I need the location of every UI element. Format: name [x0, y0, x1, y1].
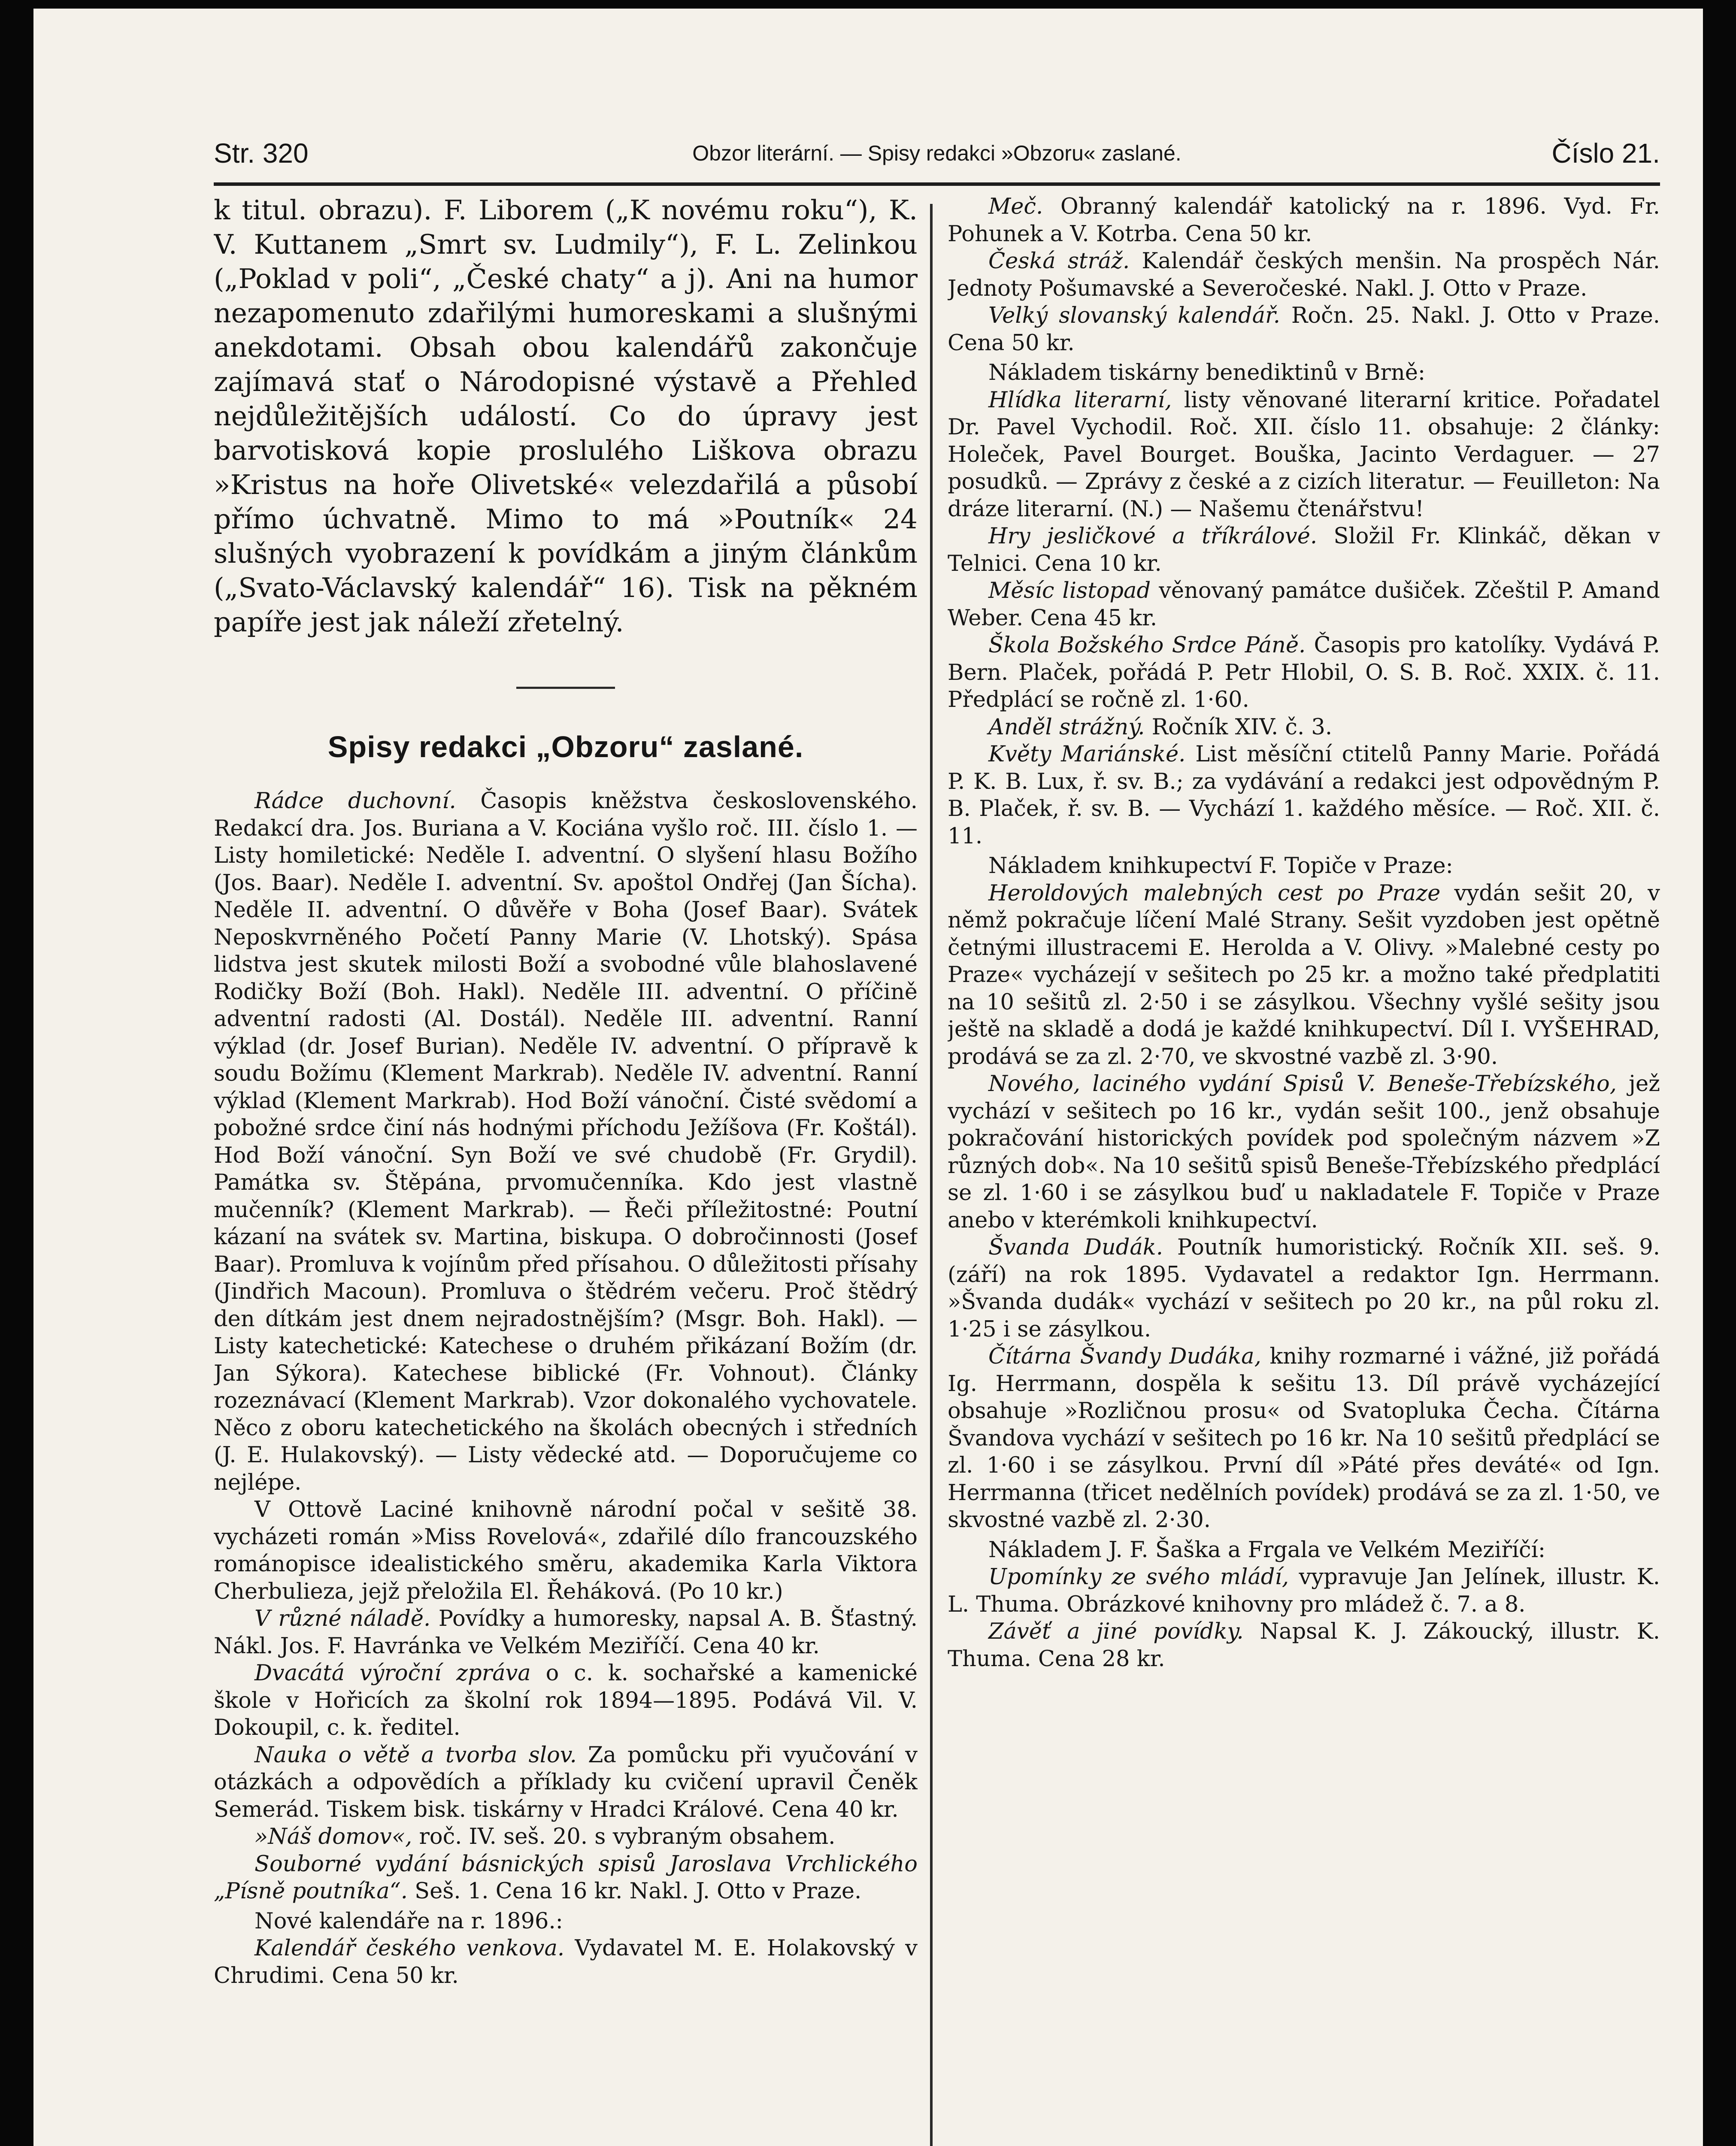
entry — [214, 1605, 918, 1660]
entry-text: vypravuje Jan Jelínek, illustr. K. L. Thuma. Obrázkové knihovny pro mládež č. 7. a 8. — [948, 1564, 1660, 1617]
entry — [214, 1851, 918, 1905]
entry — [948, 302, 1660, 357]
header-rule — [214, 182, 1660, 186]
entries-group-4 — [948, 1564, 1660, 1673]
entry-title: Nauka o větě a tvorba slov. — [254, 1742, 577, 1768]
intro-paragraph: k titul. obrazu). F. Liborem („K novému roku“), K. V. Kuttanem „Smrt sv. Ludmily“), F. L. Zelinkou („Poklad v poli“, „České chaty“ a j). Ani na humor nezapomenuto zdařilými humoreskami a slušnými anekdotami. Obsah obou kalendářů zakončuje zajímavá stať o Národopisné výstavě a Přehled nejdůležitějších událostí. Co do úpravy jest barvotisková kopie proslulého Liškova obrazu »Kristus na hoře Olivetské« velezdařilá a působí přímo úchvatně. Mimo to má »Poutník« 24 slušných vyobrazení k povídkám a jiným článkům („Svato-Václavský kalendář“ 16). Tisk na pěkném papíře jest jak náleží zřetelný. — [214, 194, 918, 638]
entry-text: o c. k. sochařské a kamenické škole v Hořicích za školní rok 1894—1895. Podává Vil. V. Dokoupil, c. k. ředitel. — [214, 1661, 918, 1740]
entry-title: Dvacátá výroční zpráva — [254, 1661, 531, 1686]
entry-text: roč. IV. seš. 20. s vybraným obsahem. — [419, 1824, 836, 1849]
entry-title: V různé náladě. — [254, 1606, 431, 1631]
entry-title: Hlídka literarní, — [988, 387, 1172, 413]
entry-text: věnovaný památce dušiček. Zčeštil P. Amand Weber. Cena 45 kr. — [948, 578, 1660, 631]
entry — [948, 387, 1660, 523]
right-column — [948, 193, 1660, 2146]
entry — [948, 1564, 1660, 1618]
entry-text: Složil Fr. Klinkáč, děkan v Telnici. Cena 10 kr. — [948, 524, 1660, 576]
entry — [948, 523, 1660, 577]
entry — [948, 1234, 1660, 1343]
entry-title: Škola Božského Srdce Páně. — [988, 633, 1306, 658]
entry-title: Květy Mariánské. — [988, 742, 1186, 767]
left-column — [214, 193, 918, 2146]
column-divider — [930, 204, 933, 2146]
entry-text: Časopis kněžstva československého. Redakcí dra. Jos. Buriana a V. Kociána vyšlo roč. III. číslo 1. — Listy homiletické: Neděle I. adventní. O slyšení hlasu Božího (Jos. Baar). Neděle I. adventní. Sv. apoštol Ondřej (Jan Šícha). Neděle II. adventní. O důvěře v Boha (Josef Baar). Svátek Neposkvrněného Početí Panny Marie (V. Lhotský). Spása lidstva jest skutek milosti Boží a svobodné vůle blahoslavené Rodičky Boží (Boh. Hakl). Neděle III. adventní. O příčině adventní radosti (Al. Dostál). Neděle III. adventní. Ranní výklad (dr. Josef Burian). Neděle IV. adventní. O přípravě k soudu Božímu (Klement Markrab). Neděle IV. adventní. Ranní výklad (Klement Markrab). Hod Boží vánoční. Čisté svědomí a pobožné srdce činí nás hodnými příchodu Ježíšova (Fr. Koštál). Hod Boží vánoční. Syn Boží ve své chudobě (Fr. Grydil). Památka sv. Štěpána, prvomučenníka. Kdo jest vlastně mučenník? (Klement Markrab). — Řeči příležitostné: Poutní kázaní na svátek sv. Martina, biskupa. O dobročinnosti (Josef Baar). Promluva k vojínům před přísahou. O důležitosti přísahy (Jindřich Macoun). Promluva o štědrém večeru. Proč štědrý den dítkám jest dnem nejradostnějším? (Msgr. Boh. Hakl). — Listy katechetické: Katechese o druhém přikázaní Božím (dr. Jan Sýkora). Katechese biblické (Fr. Vohnout). Články rozeznávací (Klement Markrab). Vzor dokonalého vychovatele. Něco z oboru katechetického na školách obecných i středních (J. E. Hulakovský). — Listy vědecké atd. — Doporučujeme co nejlépe. — [214, 788, 918, 1495]
section-title: Spisy redakci „Obzoru“ zaslané. — [327, 730, 804, 764]
entry-title: Nového, laciného vydání Spisů V. Beneše-Třebízského, — [988, 1071, 1617, 1097]
entry — [948, 1070, 1660, 1234]
entry-text: Povídky a humoresky, napsal A. B. Šťastný. Nákl. Jos. F. Havránka ve Velkém Meziříčí. Cena 40 kr. — [214, 1606, 918, 1659]
entry-text: Seš. 1. Cena 16 kr. Nakl. J. Otto v Praze. — [415, 1879, 862, 1904]
entry-text: List měsíční ctitelů Panny Marie. Pořádá P. K. B. Lux, ř. sv. B.; za vydávání a redakci jest odpovědným P. B. Plaček, ř. sv. B. — Vychází 1. každého měsíce. — Roč. XII. č. 11. — [948, 742, 1660, 849]
entry-title: Meč. — [988, 194, 1043, 219]
entry-text: knihy rozmarné i vážné, již pořádá Ig. Herrmann, dospěla k sešitu 13. Díl právě vycházející obsahuje »Rozličnou prosu« od Svatopluka Čecha. Čítárna Švandova vychází v sešitech po 16 kr. Na 10 sešitů předplácí se zl. 1·60 i se zásylkou. První díl »Páté přes deváté« od Ign. Herrmanna (třicet nedělních povídek) prodává se za zl. 1·50, ve skvostné vazbě zl. 2·30. — [948, 1344, 1660, 1533]
sasek-subhead: Nákladem J. F. Šaška a Frgala ve Velkém Meziříčí: — [988, 1537, 1546, 1563]
entry — [214, 1742, 918, 1824]
page-header — [214, 137, 1660, 185]
entry-text: Za pomůcku při vyučování v otázkách a odpovědích a příklady ku cvičení upravil Čeněk Semerád. Tiskem bisk. tiskárny v Hradci Králové. Cena 40 kr. — [214, 1742, 918, 1822]
calendars-subhead: Nové kalendáře na r. 1896.: — [254, 1908, 563, 1934]
issue-number: Číslo 21. — [1551, 138, 1660, 169]
entry — [214, 1496, 918, 1605]
section-separator — [516, 687, 615, 689]
entry-text: Poutník humoristický. Ročník XII. seš. 9. (září) na rok 1895. Vydavatel a redaktor Ign. Herrmann. »Švanda dudák« vychází v sešitech po 20 kr., na půl roku zl. 1·25 i se zásylkou. — [948, 1235, 1660, 1342]
entry — [948, 714, 1660, 741]
entry-text: vydán sešit 20, v němž pokračuje líčení Malé Strany. Sešit vyzdoben jest opětně četnými illustracemi E. Herolda a V. Olivy. »Malebné cesty po Praze« vycházejí v sešitech po 25 kr. a možno také předplatiti na 10 sešitů zl. 2·50 i se zásylkou. Všechny vyšlé sešity jsou ještě na skladě a dodá je každé knihkupectví. Díl I. VYŠEHRAD, prodává se za zl. 2·70, ve skvostné vazbě zl. 3·90. — [948, 880, 1660, 1070]
entries-group-3 — [948, 880, 1660, 1534]
entry — [214, 1660, 918, 1742]
entry-title: Souborné vydání básnických spisů Jaroslava Vrchlického „Písně poutníka“. — [214, 1851, 918, 1904]
entries-group-2 — [948, 387, 1660, 850]
entry-text: Vydavatel M. E. Holakovský v Chrudimi. Cena 50 kr. — [214, 1936, 918, 1988]
entries-group-1 — [948, 193, 1660, 357]
entry — [948, 741, 1660, 850]
entry-title: Hry jesličkové a tříkrálové. — [988, 524, 1318, 549]
entry-text: Obranný kalendář katolický na r. 1896. Vyd. Fr. Pohunek a V. Kotrba. Cena 50 kr. — [948, 194, 1660, 247]
entry — [948, 1343, 1660, 1534]
entry-title: Měsíc listopad — [988, 578, 1151, 603]
entry-title: Čítárna Švandy Dudáka, — [988, 1344, 1261, 1369]
entry-title: Česká stráž. — [988, 249, 1130, 274]
entry — [214, 788, 918, 1496]
entry-title: Kalendář českého venkova. — [254, 1936, 565, 1961]
entry-title: Švanda Dudák. — [988, 1235, 1163, 1260]
entry — [948, 248, 1660, 302]
entry-text: Časopis pro katolíky. Vydává P. Bern. Plaček, pořádá P. Petr Hlobil, O. S. B. Roč. XXIX. č. 11. Předplácí se ročně zl. 1·60. — [948, 633, 1660, 712]
entry-title: »Náš domov«, — [254, 1824, 412, 1849]
entry-title: Anděl strážný. — [988, 714, 1145, 740]
entry — [948, 577, 1660, 632]
entry — [948, 880, 1660, 1071]
entry-text: Ročn. 25. Nakl. J. Otto v Praze. Cena 50 kr. — [948, 303, 1660, 356]
entry-title: Rádce duchovní. — [254, 788, 456, 814]
brno-subhead: Nákladem tiskárny benediktinů v Brně: — [988, 360, 1426, 385]
left-entries — [214, 788, 918, 1905]
entry-text: jež vychází v sešitech po 16 kr., vydán sešit 100., jenž obsahuje pokračování historických povídek pod společným názvem »Z různých dob«. Na 10 sešitů spisů Beneše-Třebízského předplácí se zl. 1·60 i se zásylkou buď u nakladatele F. Topiče v Praze anebo v kterémkoli knihkupectví. — [948, 1071, 1660, 1233]
entry-text: Kalendář českých menšin. Na prospěch Nár. Jednoty Pošumavské a Severočeské. Nakl. J. Otto v Praze. — [948, 249, 1660, 301]
entry-text: Ročník XIV. č. 3. — [1151, 714, 1333, 740]
entry-title: Heroldových malebných cest po Praze — [988, 880, 1441, 906]
page-number: Str. 320 — [214, 138, 309, 169]
entry-text: listy věnované literarní kritice. Pořadatel Dr. Pavel Vychodil. Roč. XII. číslo 11. obsahuje: 2 články: Holeček, Pavel Bourget. Bouška, Jacinto Verdaguer. — 27 posudků. — Zprávy z české a z cizích literatur. — Feuilleton: Na dráze literarní. (N.) — Našemu čtenářstvu! — [948, 387, 1660, 522]
running-title: Obzor literární. — Spisy redakci »Obzoru« zaslané. — [692, 141, 1182, 165]
topic-subhead: Nákladem knihkupectví F. Topiče v Praze: — [988, 853, 1453, 879]
entry — [948, 1618, 1660, 1673]
entry-title: Upomínky ze svého mládí, — [988, 1564, 1289, 1590]
entry — [948, 632, 1660, 714]
entry-text: V Ottově Laciné knihovně národní počal v sešitě 38. vycházeti román »Miss Rovelová«, zdařilé dílo francouzského románopisce idealistického směru, akademika Karla Viktora Cherbulieza, jejž přeložila El. Řeháková. (Po 10 kr.) — [214, 1497, 918, 1604]
entry-text: Napsal K. J. Zákoucký, illustr. K. Thuma. Cena 28 kr. — [948, 1619, 1660, 1672]
entry-title: Velký slovanský kalendář. — [988, 303, 1280, 328]
entry — [214, 1823, 918, 1851]
entry — [948, 193, 1660, 248]
calendar-entry — [214, 1935, 918, 1989]
entry-title: Závěť a jiné povídky. — [988, 1619, 1244, 1644]
page — [33, 9, 1703, 2146]
